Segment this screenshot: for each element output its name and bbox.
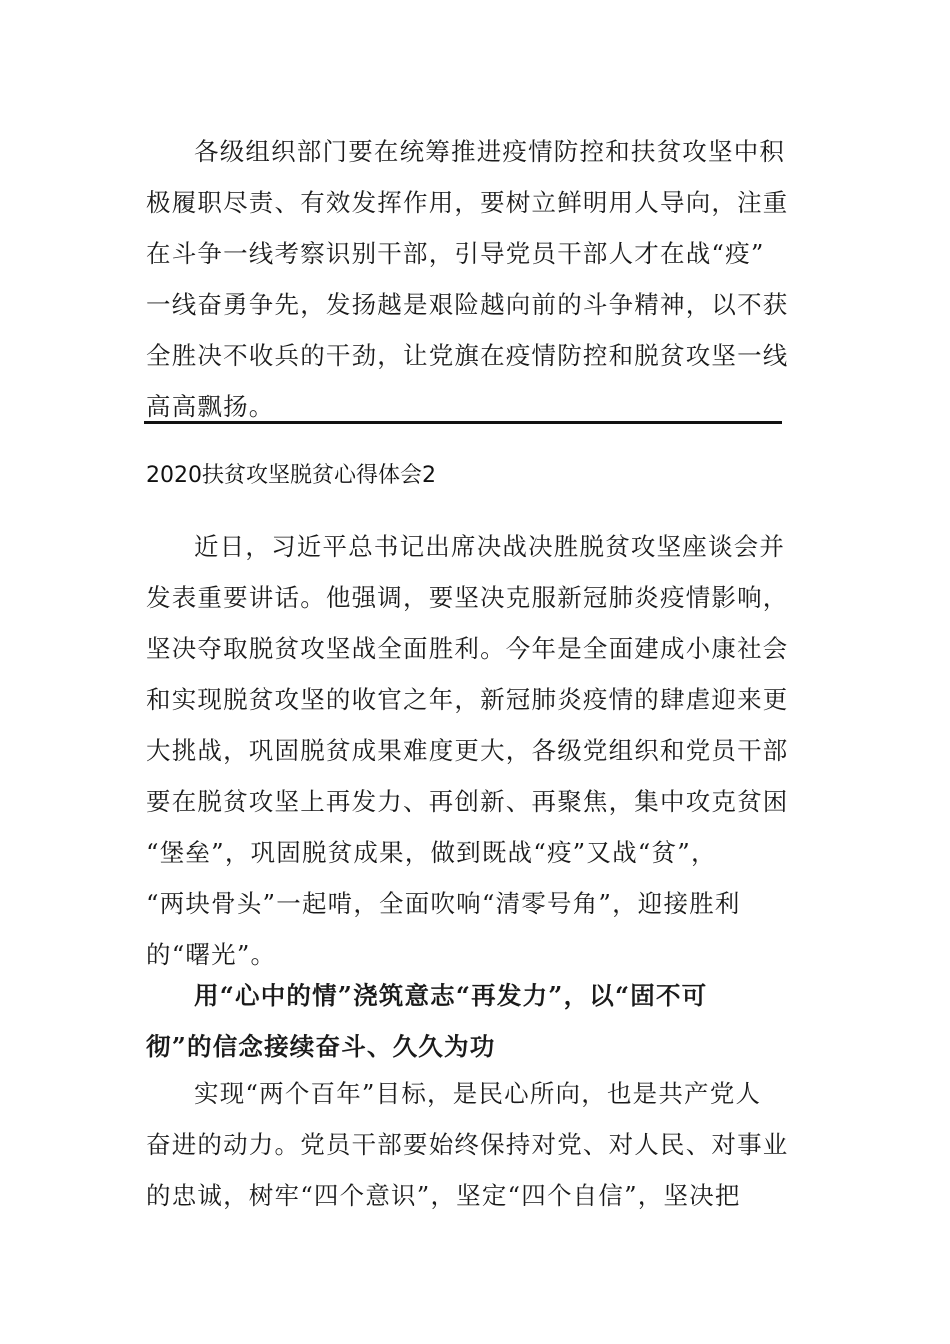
paragraph-line: 高高飘扬。 — [146, 392, 275, 421]
paragraph-line: 近日，习近平总书记出席决战决胜脱贫攻坚座谈会并 — [194, 532, 786, 561]
paragraph-line: 的忠诚，树牢“四个意识”，坚定“四个自信”，坚决把 — [146, 1181, 741, 1210]
paragraph-line: 在斗争一线考察识别干部，引导党员干部人才在战“疫” — [146, 239, 765, 268]
paragraph-line: 的“曙光”。 — [146, 940, 277, 969]
paragraph-line: “堡垒”，巩固脱贫成果，做到既战“疫”又战“贫”， — [146, 838, 717, 867]
paragraph-line: 极履职尽责、有效发挥作用，要树立鲜明用人导向，注重 — [146, 188, 789, 217]
paragraph-line: “两块骨头”一起啃，全面吹响“清零号角”，迎接胜利 — [146, 889, 741, 918]
paragraph-line: 和实现脱贫攻坚的收官之年，新冠肺炎疫情的肆虐迎来更 — [146, 685, 789, 714]
paragraph-line: 实现“两个百年”目标，是民心所向，也是共产党人 — [194, 1079, 762, 1108]
paragraph-line: 要在脱贫攻坚上再发力、再创新、再聚焦，集中攻克贫困 — [146, 787, 789, 816]
paragraph-line: 一线奋勇争先，发扬越是艰险越向前的斗争精神，以不获 — [146, 290, 789, 319]
subheading-line: 用“心中的情”浇筑意志“再发力”，以“固不可 — [194, 981, 708, 1010]
subheading-line: 彻”的信念接续奋斗、久久为功 — [146, 1032, 496, 1061]
paragraph-line: 大挑战，巩固脱贫成果难度更大，各级党组织和党员干部 — [146, 736, 789, 765]
paragraph-line: 各级组织部门要在统筹推进疫情防控和扶贫攻坚中积 — [194, 137, 786, 166]
paragraph-line: 坚决夺取脱贫攻坚战全面胜利。今年是全面建成小康社会 — [146, 634, 789, 663]
section-divider — [144, 421, 782, 424]
paragraph-line: 发表重要讲话。他强调，要坚决克服新冠肺炎疫情影响， — [146, 583, 789, 612]
section-title: 2020扶贫攻坚脱贫心得体会2 — [146, 463, 436, 488]
paragraph-line: 奋进的动力。党员干部要始终保持对党、对人民、对事业 — [146, 1130, 789, 1159]
paragraph-line: 全胜决不收兵的干劲，让党旗在疫情防控和脱贫攻坚一线 — [146, 341, 789, 370]
